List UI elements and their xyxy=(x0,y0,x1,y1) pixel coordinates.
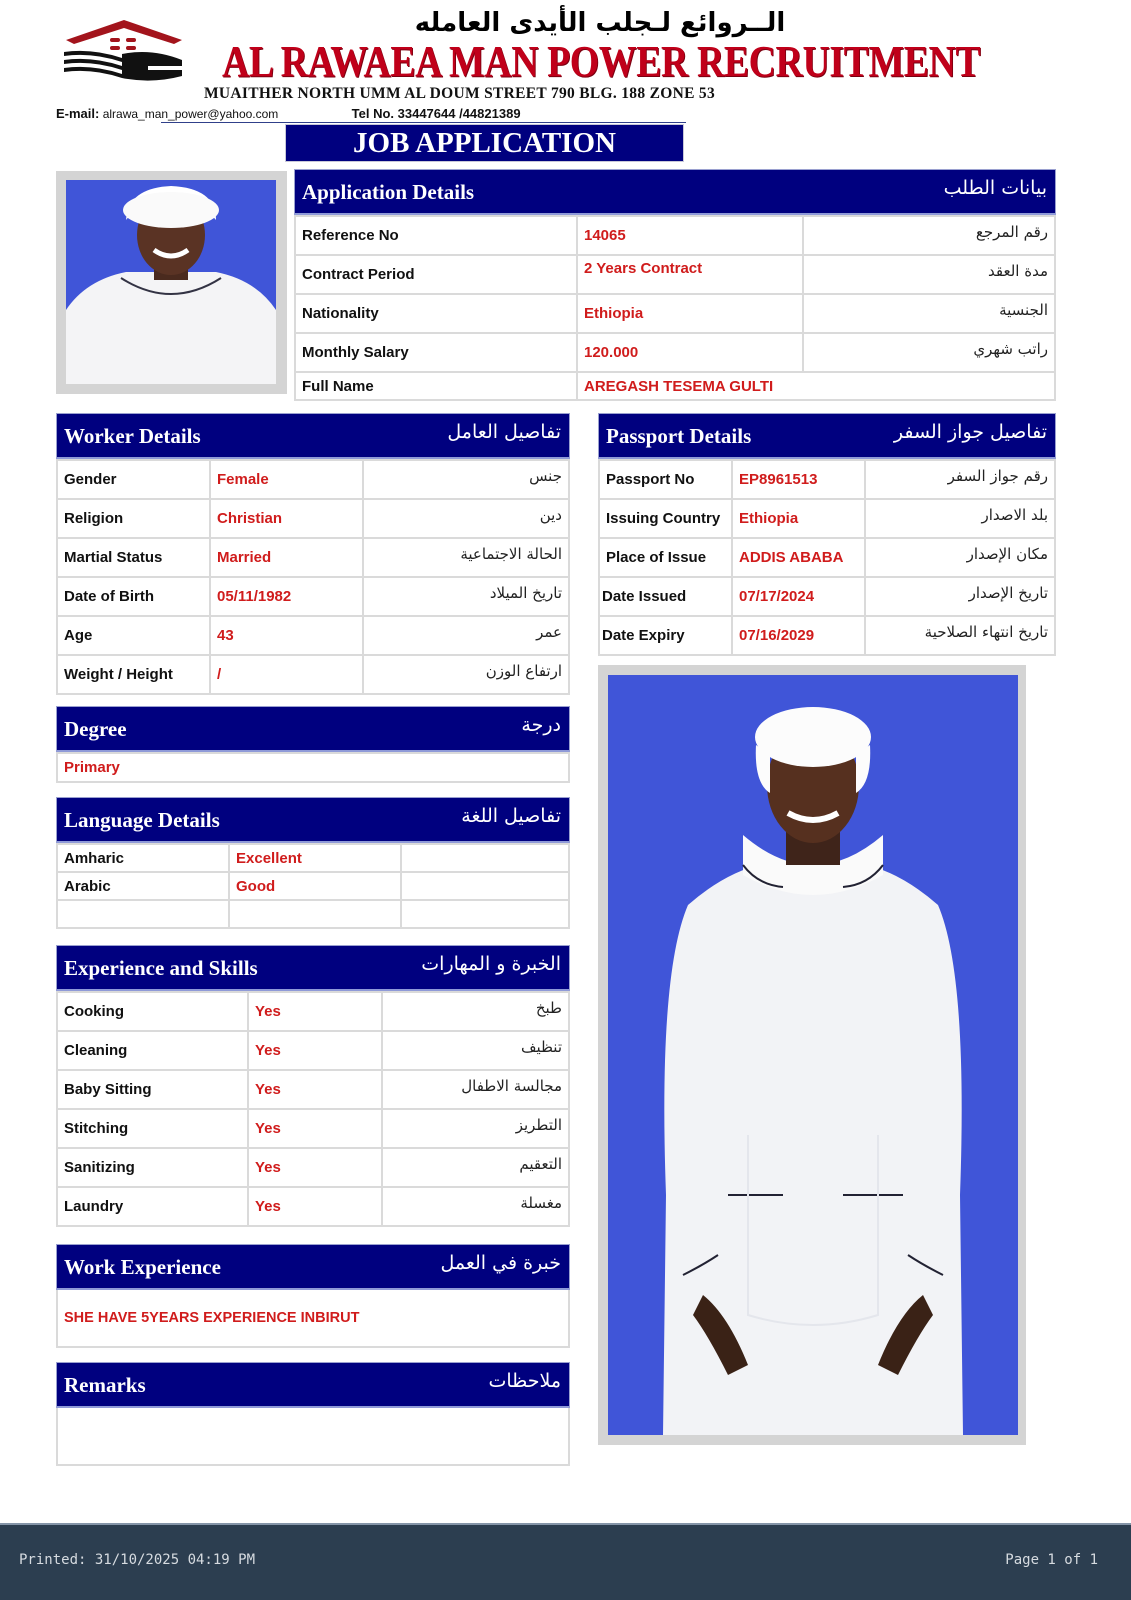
field-label: Religion xyxy=(57,499,210,538)
contact-divider xyxy=(161,122,686,123)
degree-header xyxy=(56,706,570,752)
field-value: 07/17/2024 xyxy=(732,577,865,616)
skill-name-arabic: مغسلة xyxy=(382,1187,569,1226)
application-details-header xyxy=(294,169,1056,215)
language-name: Arabic xyxy=(57,872,229,900)
language-name xyxy=(57,900,229,928)
field-label: Nationality xyxy=(295,294,577,333)
section-title-arabic: درجة xyxy=(521,714,561,736)
email-label: E-mail: xyxy=(56,106,100,121)
degree-value: Primary xyxy=(57,753,569,782)
table-row xyxy=(57,616,569,655)
field-value: EP8961513 xyxy=(732,460,865,499)
passport-details-section xyxy=(598,413,1056,656)
table-row xyxy=(57,577,569,616)
section-title: Worker Details xyxy=(64,424,201,448)
table-row xyxy=(295,333,1055,372)
field-label: Date of Birth xyxy=(57,577,210,616)
field-label: Weight / Height xyxy=(57,655,210,694)
table-row xyxy=(57,1031,569,1070)
table-row xyxy=(57,538,569,577)
skill-name: Cleaning xyxy=(57,1031,248,1070)
company-arabic-name: الــروائع لـجلب الأيدى العامله xyxy=(414,8,786,38)
field-label-arabic: تاريخ الإصدار xyxy=(865,577,1055,616)
field-label-arabic: دين xyxy=(363,499,569,538)
table-row xyxy=(599,616,1055,655)
skill-value: Yes xyxy=(248,1031,382,1070)
field-label-arabic: راتب شهري xyxy=(803,333,1055,372)
worker-details-section xyxy=(56,413,570,695)
language-level: Excellent xyxy=(229,844,401,872)
work-experience-section xyxy=(56,1244,570,1348)
field-label-arabic: جنس xyxy=(363,460,569,499)
table-row xyxy=(295,294,1055,333)
section-title-arabic: الخبرة و المهارات xyxy=(421,953,561,975)
field-label: Monthly Salary xyxy=(295,333,577,372)
table-row xyxy=(57,655,569,694)
empty-cell xyxy=(401,844,569,872)
section-title: Language Details xyxy=(64,808,220,832)
table-row xyxy=(599,538,1055,577)
table-row xyxy=(295,216,1055,255)
table-row xyxy=(599,499,1055,538)
table-row xyxy=(57,900,569,928)
passport-details-table xyxy=(598,459,1056,656)
section-title: Experience and Skills xyxy=(64,956,258,980)
print-footer xyxy=(0,1523,1131,1600)
table-row xyxy=(57,1070,569,1109)
language-details-section xyxy=(56,797,570,929)
tel-label: Tel No. xyxy=(351,106,395,121)
table-row xyxy=(57,1148,569,1187)
email-address: alrawa_man_power@yahoo.com xyxy=(102,107,279,121)
field-label-arabic: ارتفاع الوزن xyxy=(363,655,569,694)
degree-table xyxy=(56,752,570,783)
document-title: JOB APPLICATION xyxy=(285,124,684,162)
field-value: 2 Years Contract xyxy=(577,255,803,294)
section-title-arabic: تفاصيل جواز السفر xyxy=(893,421,1047,443)
field-label-arabic: تاريخ الميلاد xyxy=(363,577,569,616)
skills-header xyxy=(56,945,570,991)
skill-value: Yes xyxy=(248,1148,382,1187)
field-value: Christian xyxy=(210,499,363,538)
skill-value: Yes xyxy=(248,1109,382,1148)
skill-name-arabic: طبخ xyxy=(382,992,569,1031)
field-label: Age xyxy=(57,616,210,655)
section-title-arabic: تفاصيل العامل xyxy=(447,421,561,443)
section-title: Work Experience xyxy=(64,1255,221,1279)
field-value: Married xyxy=(210,538,363,577)
work-experience-header xyxy=(56,1244,570,1290)
skill-value: Yes xyxy=(248,1070,382,1109)
field-value: 14065 xyxy=(577,216,803,255)
skill-name-arabic: التعقيم xyxy=(382,1148,569,1187)
field-label: Date Expiry xyxy=(599,616,732,655)
remarks-text xyxy=(56,1408,570,1466)
field-label-arabic: تاريخ انتهاء الصلاحية xyxy=(865,616,1055,655)
company-address: MUAITHER NORTH UMM AL DOUM STREET 790 BLG. 188 ZONE 53 xyxy=(204,85,715,102)
skill-name: Laundry xyxy=(57,1187,248,1226)
application-details-table xyxy=(294,215,1056,401)
field-value: Ethiopia xyxy=(732,499,865,538)
full-body-photo xyxy=(608,675,1018,1435)
table-row xyxy=(599,460,1055,499)
field-value: ADDIS ABABA xyxy=(732,538,865,577)
table-row xyxy=(57,753,569,782)
language-table xyxy=(56,843,570,929)
field-label: Passport No xyxy=(599,460,732,499)
field-label-arabic: رقم جواز السفر xyxy=(865,460,1055,499)
field-value: 07/16/2029 xyxy=(732,616,865,655)
table-row xyxy=(295,372,1055,400)
section-title-arabic: خبرة في العمل xyxy=(440,1252,561,1274)
field-label-arabic: الحالة الاجتماعية xyxy=(363,538,569,577)
skill-name-arabic: التطريز xyxy=(382,1109,569,1148)
table-row xyxy=(57,1187,569,1226)
language-level xyxy=(229,900,401,928)
skill-name: Cooking xyxy=(57,992,248,1031)
field-label: Full Name xyxy=(295,372,577,400)
field-label: Contract Period xyxy=(295,255,577,294)
section-title: Passport Details xyxy=(606,424,752,448)
field-label: Issuing Country xyxy=(599,499,732,538)
skill-value: Yes xyxy=(248,992,382,1031)
skill-name-arabic: مجالسة الاطفال xyxy=(382,1070,569,1109)
remarks-header xyxy=(56,1362,570,1408)
passport-details-header xyxy=(598,413,1056,459)
field-label-arabic: مكان الإصدار xyxy=(865,538,1055,577)
table-row xyxy=(599,577,1055,616)
page-indicator: Page 1 of 1 xyxy=(1005,1552,1098,1568)
portrait-photo xyxy=(66,180,276,384)
table-row xyxy=(295,255,1055,294)
table-row xyxy=(57,1109,569,1148)
language-name: Amharic xyxy=(57,844,229,872)
application-details-section xyxy=(294,169,1056,401)
degree-section xyxy=(56,706,570,783)
language-level: Good xyxy=(229,872,401,900)
field-label-arabic: عمر xyxy=(363,616,569,655)
contact-line xyxy=(56,106,521,121)
field-label-arabic: رقم المرجع xyxy=(803,216,1055,255)
field-label-arabic: الجنسية xyxy=(803,294,1055,333)
skill-name: Baby Sitting xyxy=(57,1070,248,1109)
section-title: Degree xyxy=(64,717,127,741)
field-label-arabic: مدة العقد xyxy=(803,255,1055,294)
section-title-arabic: ملاحظات xyxy=(488,1370,561,1392)
skill-name: Sanitizing xyxy=(57,1148,248,1187)
remarks-section xyxy=(56,1362,570,1466)
skill-value: Yes xyxy=(248,1187,382,1226)
field-label: Place of Issue xyxy=(599,538,732,577)
field-label: Gender xyxy=(57,460,210,499)
table-row xyxy=(57,460,569,499)
table-row xyxy=(57,499,569,538)
field-value: Female xyxy=(210,460,363,499)
worker-details-table xyxy=(56,459,570,695)
section-title: Remarks xyxy=(64,1373,146,1397)
field-value: 05/11/1982 xyxy=(210,577,363,616)
company-name: AL RAWAEA MAN POWER RECRUITMENT xyxy=(222,37,981,86)
section-title-arabic: بيانات الطلب xyxy=(943,177,1047,199)
skill-name: Stitching xyxy=(57,1109,248,1148)
table-row xyxy=(57,872,569,900)
company-logo-icon xyxy=(62,18,186,86)
language-details-header xyxy=(56,797,570,843)
field-label: Martial Status xyxy=(57,538,210,577)
field-value: 120.000 xyxy=(577,333,803,372)
section-title-arabic: تفاصيل اللغة xyxy=(461,805,561,827)
work-experience-text: SHE HAVE 5YEARS EXPERIENCE INBIRUT xyxy=(56,1290,570,1348)
field-value: / xyxy=(210,655,363,694)
skills-table xyxy=(56,991,570,1227)
worker-details-header xyxy=(56,413,570,459)
empty-cell xyxy=(401,872,569,900)
tel-number: 33447644 /44821389 xyxy=(397,106,521,121)
skill-name-arabic: تنظيف xyxy=(382,1031,569,1070)
empty-cell xyxy=(401,900,569,928)
field-value: 43 xyxy=(210,616,363,655)
section-title: Application Details xyxy=(302,180,475,204)
field-value: Ethiopia xyxy=(577,294,803,333)
printed-timestamp: Printed: 31/10/2025 04:19 PM xyxy=(19,1552,256,1568)
table-row xyxy=(57,992,569,1031)
skills-section xyxy=(56,945,570,1227)
tel-group xyxy=(352,106,521,121)
table-row xyxy=(57,844,569,872)
field-label-arabic: بلد الاصدار xyxy=(865,499,1055,538)
field-label: Date Issued xyxy=(599,577,732,616)
full-name-value: AREGASH TESEMA GULTI xyxy=(577,372,1055,400)
field-label: Reference No xyxy=(295,216,577,255)
